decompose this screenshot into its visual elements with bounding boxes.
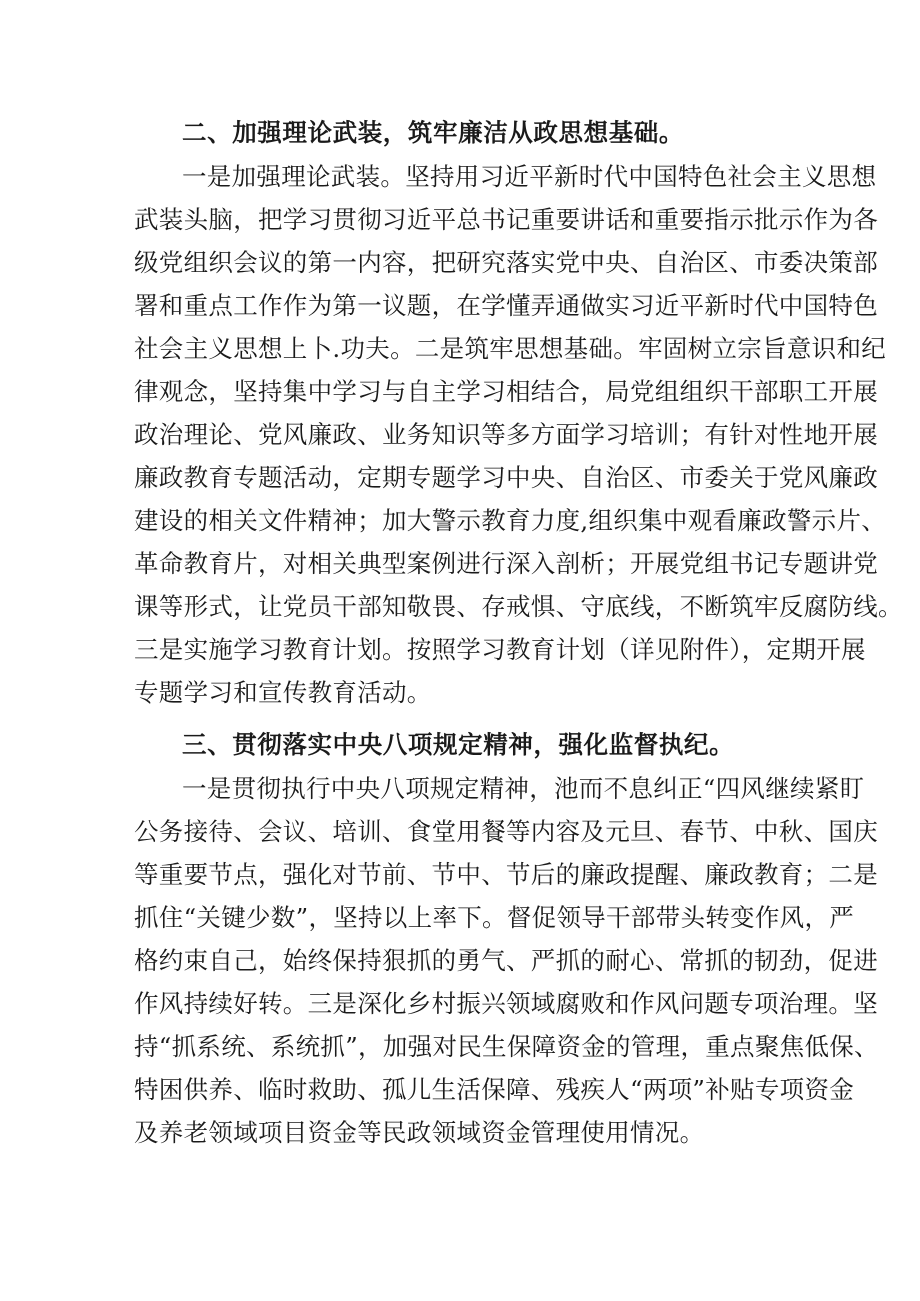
paragraph-line: 社会主义思想上卜.功夫。二是筑牢思想基础。牢固树立宗旨意识和纪 xyxy=(134,334,887,363)
paragraph-line: 课等形式，让党员干部知敬畏、存戒惧、守底线，不断筑牢反腐防线。 xyxy=(134,592,903,621)
paragraph-line: 及养老领域项目资金等民政领域资金管理使用情况。 xyxy=(134,1118,705,1147)
paragraph-line: 特困供养、临时救助、孤儿生活保障、残疾人“两项”补贴专项资金 xyxy=(134,1075,855,1104)
paragraph-line: 政治理论、党风廉政、业务知识等多方面学习培训；有针对性地开展 xyxy=(134,420,878,449)
paragraph-line: 格约束自己，始终保持狠抓的勇气、严抓的耐心、常抓的韧劲，促进 xyxy=(134,946,878,975)
paragraph-line: 革命教育片，对相关典型案例进行深入剖析；开展党组书记专题讲党 xyxy=(134,549,878,578)
paragraph-line: 等重要节点，强化对节前、节中、节后的廉政提醒、廉政教育；二是 xyxy=(134,860,878,889)
paragraph-line: 三是实施学习教育计划。按照学习教育计划（详见附件），定期开展 xyxy=(134,635,866,664)
paragraph-line: 建设的相关文件精神；加大警示教育力度,组织集中观看廉政警示片、 xyxy=(134,506,887,535)
paragraph-line: 抓住“关键少数”，坚持以上率下。督促领导干部带头转变作风，严 xyxy=(134,903,855,932)
paragraph-line: 一是贯彻执行中央八项规定精神，池而不息纠正“四风继续紧盯 xyxy=(182,774,865,803)
paragraph-line: 持“抓系统、系统抓”，加强对民生保障资金的管理，重点聚焦低保、 xyxy=(134,1032,879,1061)
paragraph-line: 一是加强理论武装。坚持用习近平新时代中国特色社会主义思想 xyxy=(182,162,877,191)
section-heading-3: 三、贯彻落实中央八项规定精神，强化监督执纪。 xyxy=(182,730,735,759)
paragraph-line: 专题学习和宣传教育活动。 xyxy=(134,678,432,707)
paragraph-line: 廉政教育专题活动，定期专题学习中央、自治区、市委关于党风廉政 xyxy=(134,463,878,492)
paragraph-line: 级党组织会议的第一内容，把研究落实党中央、自治区、市委决策部 xyxy=(134,248,878,277)
paragraph-line: 作风持续好转。三是深化乡村振兴领域腐败和作风问题专项治理。坚 xyxy=(134,989,878,1018)
paragraph-line: 律观念，坚持集中学习与自主学习相结合，局党组组织干部职工开展 xyxy=(134,377,878,406)
paragraph-line: 公务接待、会议、培训、食堂用餐等内容及元旦、春节、中秋、国庆 xyxy=(134,817,878,846)
paragraph-line: 署和重点工作作为第一议题，在学懂弄通做实习近平新时代中国特色 xyxy=(134,291,878,320)
paragraph-line: 武装头脑，把学习贯彻习近平总书记重要讲话和重要指示批示作为各 xyxy=(134,205,878,234)
section-heading-2: 二、加强理论武装，筑牢廉洁从政思想基础。 xyxy=(182,118,684,147)
